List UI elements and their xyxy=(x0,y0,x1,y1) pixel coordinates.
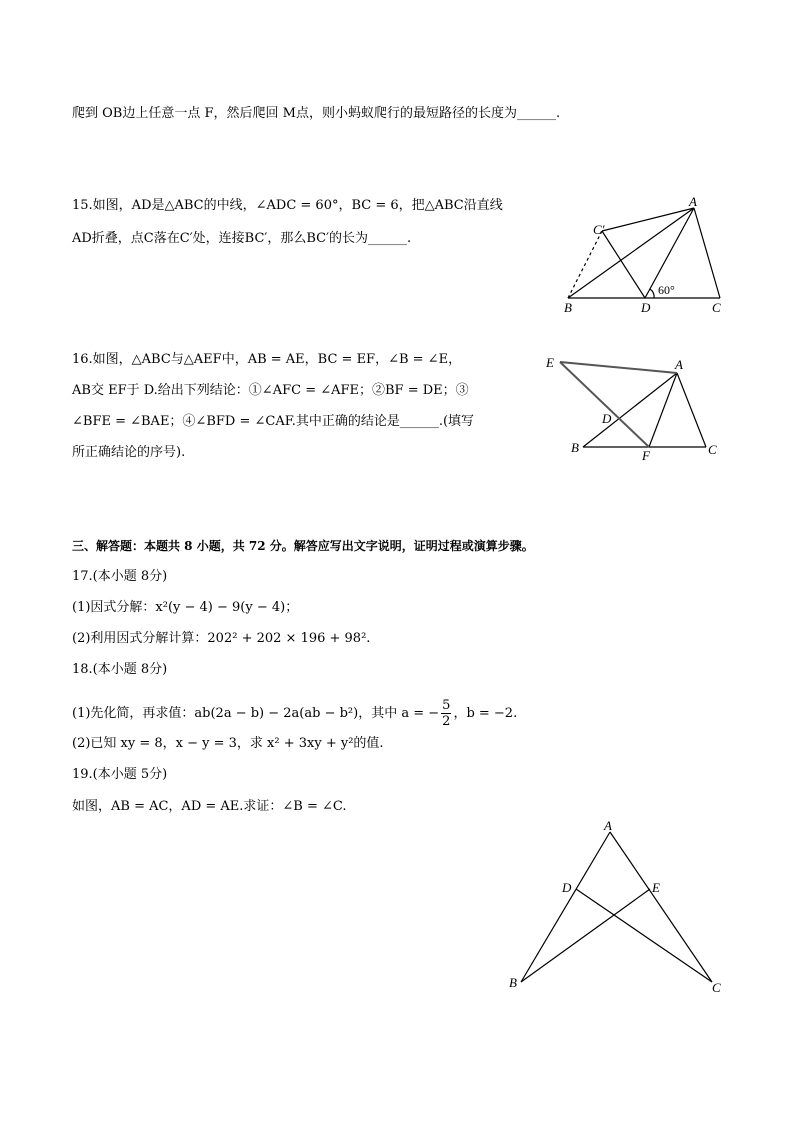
q18-fraction-numerator: 5 xyxy=(442,698,451,713)
q15-label-C: C xyxy=(712,300,721,315)
q16-label-E: E xyxy=(546,355,554,370)
q18-part1-text: (1)先化简，再求值：ab(2a − b) − 2a(ab − b²)，其中 a = − xyxy=(72,706,440,721)
q19-label-E: E xyxy=(652,880,660,895)
q18-head: 18.(本小题 8分) xyxy=(72,662,168,677)
q16-label-C: C xyxy=(708,442,717,457)
q15-line2: AD折叠，点C落在C′处，连接BC′，那么BC′的长为______. xyxy=(72,231,412,246)
q19-label-B: B xyxy=(509,975,517,990)
q16-line1: 16.如图，△ABC与△AEF中，AB = AE，BC = EF，∠B = ∠E， xyxy=(72,352,462,367)
section3-heading: 三、解答题：本题共 8 小题，共 72 分。解答应写出文字说明，证明过程或演算步骤。 xyxy=(72,539,534,553)
q18-fraction-denominator: 2 xyxy=(442,714,451,729)
q15-figure xyxy=(555,195,735,320)
q19-label-A: A xyxy=(604,818,612,833)
q19-prompt: 如图，AB = AC，AD = AE.求证：∠B = ∠C. xyxy=(72,799,347,814)
q15-angle-label: 60° xyxy=(658,283,675,297)
q16-figure xyxy=(540,350,730,465)
q15-label-A: A xyxy=(689,195,697,209)
q16-line2: AB交 EF于 D.给出下列结论：①∠AFC = ∠AFE；②BF = DE；③ xyxy=(72,383,469,398)
q15-label-D: D xyxy=(641,300,651,315)
q18-part2: (2)已知 xy = 8，x − y = 3，求 x² + 3xy + y²的值. xyxy=(72,736,384,751)
q19-label-D: D xyxy=(562,880,572,895)
q18-part1 xyxy=(72,698,517,729)
q17-head: 17.(本小题 8分) xyxy=(72,569,168,584)
q15-line1: 15.如图，AD是△ABC的中线，∠ADC = 60°，BC = 6，把△ABC沿直线 xyxy=(72,198,503,213)
q18-part1-tail: ，b = −2. xyxy=(453,706,518,721)
q15-label-Cprime: C′ xyxy=(593,222,605,237)
q16-label-F: F xyxy=(642,448,650,463)
q16-label-B: B xyxy=(571,440,579,455)
q16-label-A: A xyxy=(675,357,683,372)
q18-fraction xyxy=(441,698,451,729)
q16-line4: 所正确结论的序号). xyxy=(72,445,186,460)
q17-part2: (2)利用因式分解计算：202² + 202 × 196 + 98². xyxy=(72,631,371,646)
q14-tail-text: 爬到 OB边上任意一点 F，然后爬回 M点，则小蚂蚁爬行的最短路径的长度为______. xyxy=(72,106,561,121)
q17-part1: (1)因式分解：x²(y − 4) − 9(y − 4)； xyxy=(72,600,299,615)
q16-label-D: D xyxy=(602,411,612,426)
q19-label-C: C xyxy=(712,980,721,995)
q15-label-B: B xyxy=(564,300,572,315)
q16-line3: ∠BFE = ∠BAE；④∠BFD = ∠CAF.其中正确的结论是______.(填写 xyxy=(72,414,475,429)
q19-head: 19.(本小题 5分) xyxy=(72,767,168,782)
q19-figure xyxy=(500,815,740,1000)
